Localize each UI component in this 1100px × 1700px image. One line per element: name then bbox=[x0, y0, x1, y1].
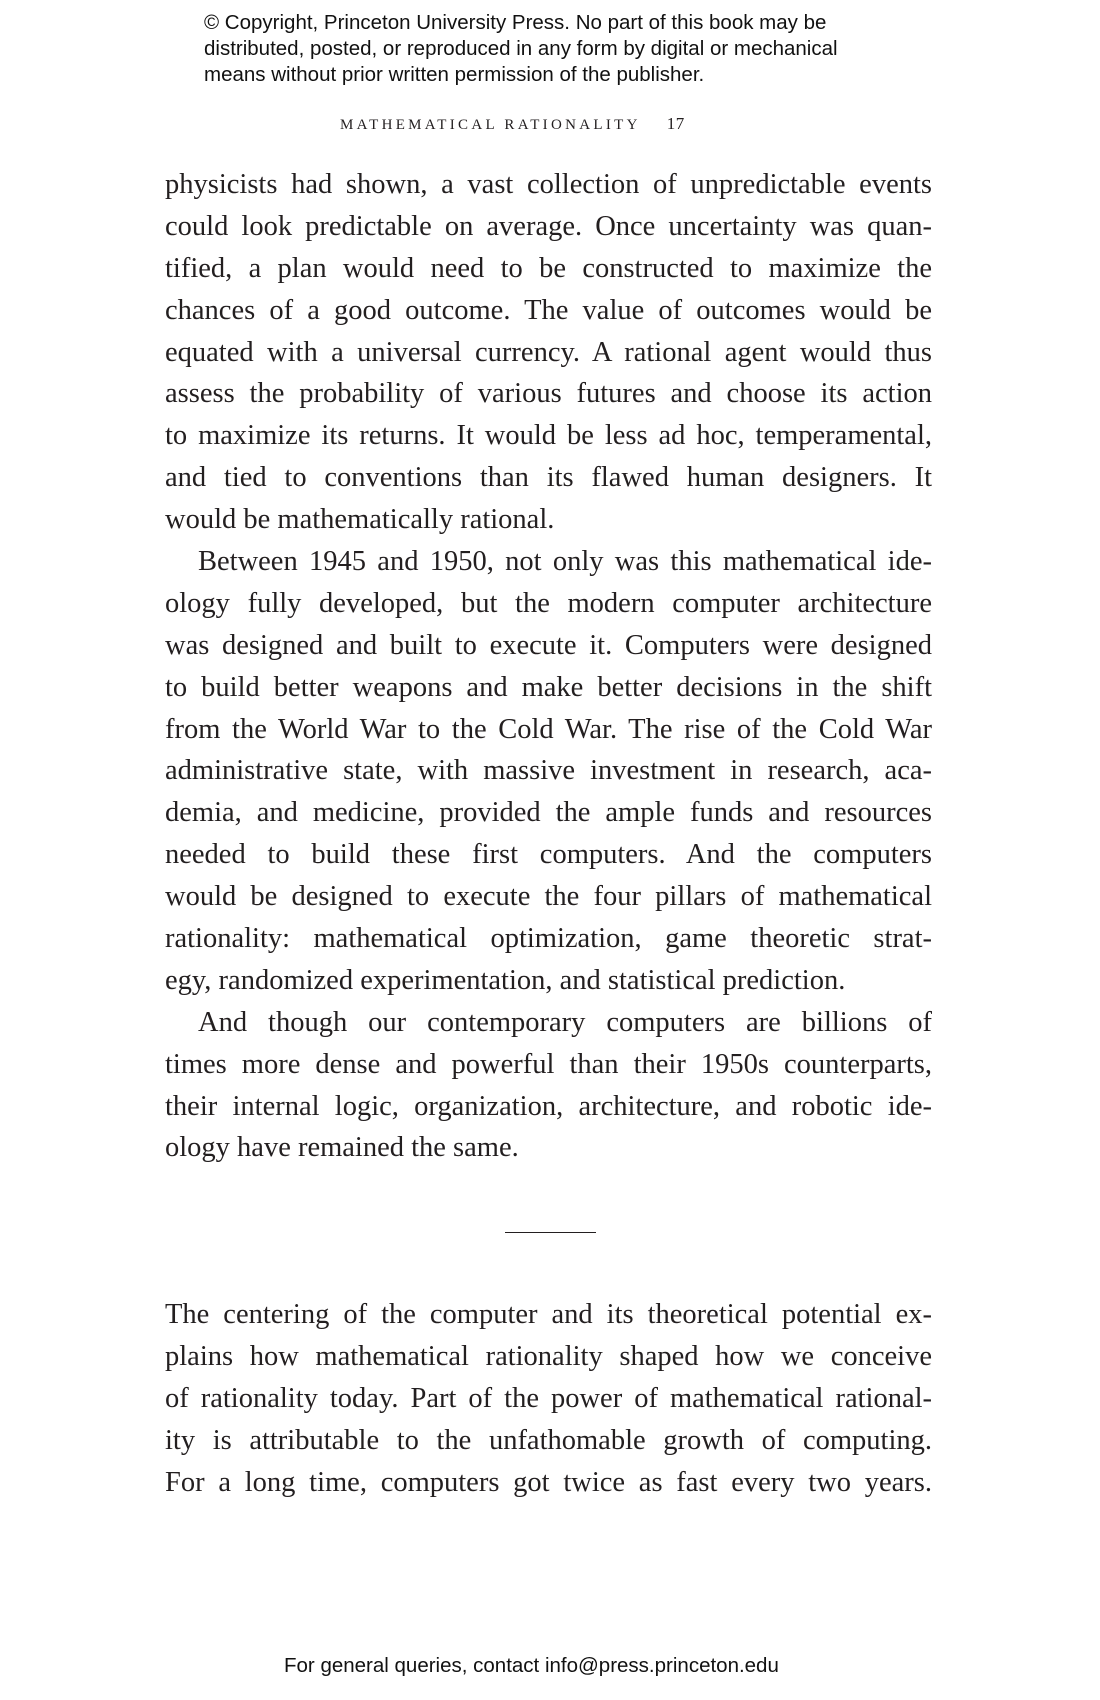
text-line: plains how mathematical rationality shaped how we conceive bbox=[165, 1340, 932, 1372]
text-line: rationality: mathematical optimization, game theoretic strat- bbox=[165, 923, 932, 955]
text-line: equated with a universal currency. A rational agent would thus bbox=[165, 336, 932, 368]
text-line: to build better weapons and make better decisions in the shift bbox=[165, 671, 932, 703]
running-head-title: MATHEMATICAL RATIONALITY bbox=[340, 117, 641, 133]
text-line: assess the probability of various futures and choose its action bbox=[165, 378, 932, 410]
text-line: was designed and built to execute it. Computers were designed bbox=[165, 629, 932, 661]
paragraph bbox=[165, 1002, 932, 1170]
text-line: from the World War to the Cold War. The rise of the Cold War bbox=[165, 713, 932, 745]
text-line: ology have remained the same. bbox=[165, 1132, 519, 1164]
text-line: could look predictable on average. Once uncertainty was quan- bbox=[165, 210, 932, 242]
text-line: demia, and medicine, provided the ample funds and resources bbox=[165, 797, 932, 829]
running-head bbox=[340, 114, 685, 138]
section-break-rule bbox=[505, 1232, 596, 1233]
text-line: their internal logic, organization, architecture, and robotic ide- bbox=[165, 1090, 932, 1122]
paragraph bbox=[165, 1294, 932, 1503]
text-line: And though our contemporary computers are billions of bbox=[198, 1006, 932, 1038]
paragraph bbox=[165, 164, 932, 541]
text-line: physicists had shown, a vast collection of unpredictable events bbox=[165, 169, 932, 200]
text-line: administrative state, with massive investment in research, aca- bbox=[165, 755, 932, 787]
text-line: For a long time, computers got twice as fast every two years. bbox=[165, 1466, 932, 1498]
copyright-notice bbox=[204, 10, 924, 88]
body-section-1 bbox=[165, 164, 932, 1169]
text-line: The centering of the computer and its theoretical potential ex- bbox=[165, 1299, 932, 1330]
text-line: ity is attributable to the unfathomable growth of computing. bbox=[165, 1424, 932, 1456]
text-line: egy, randomized experimentation, and statistical prediction. bbox=[165, 964, 846, 996]
copyright-line: © Copyright, Princeton University Press. No part of this book may be bbox=[204, 11, 827, 34]
body-section-2 bbox=[165, 1294, 932, 1503]
text-line: tified, a plan would need to be constructed to maximize the bbox=[165, 252, 932, 284]
page-number: 17 bbox=[666, 114, 685, 133]
paragraph bbox=[165, 541, 932, 1002]
copyright-line: means without prior written permission of the publisher. bbox=[204, 63, 705, 86]
text-line: and tied to conventions than its flawed human designers. It bbox=[165, 462, 932, 494]
text-line: would be mathematically rational. bbox=[165, 504, 555, 536]
text-line: times more dense and powerful than their 1950s counterparts, bbox=[165, 1048, 932, 1080]
text-line: of rationality today. Part of the power of mathematical rational- bbox=[165, 1382, 932, 1414]
text-line: would be designed to execute the four pillars of mathematical bbox=[165, 881, 932, 913]
text-line: needed to build these first computers. And the computers bbox=[165, 839, 932, 871]
text-line: Between 1945 and 1950, not only was this mathematical ide- bbox=[198, 546, 932, 578]
text-line: ology fully developed, but the modern computer architecture bbox=[165, 587, 932, 619]
text-line: to maximize its returns. It would be less ad hoc, temperamental, bbox=[165, 420, 932, 452]
contact-footer: For general queries, contact info@press.princeton.edu bbox=[284, 1654, 779, 1677]
copyright-line: distributed, posted, or reproduced in any form by digital or mechanical bbox=[204, 37, 838, 60]
text-line: chances of a good outcome. The value of outcomes would be bbox=[165, 294, 932, 326]
